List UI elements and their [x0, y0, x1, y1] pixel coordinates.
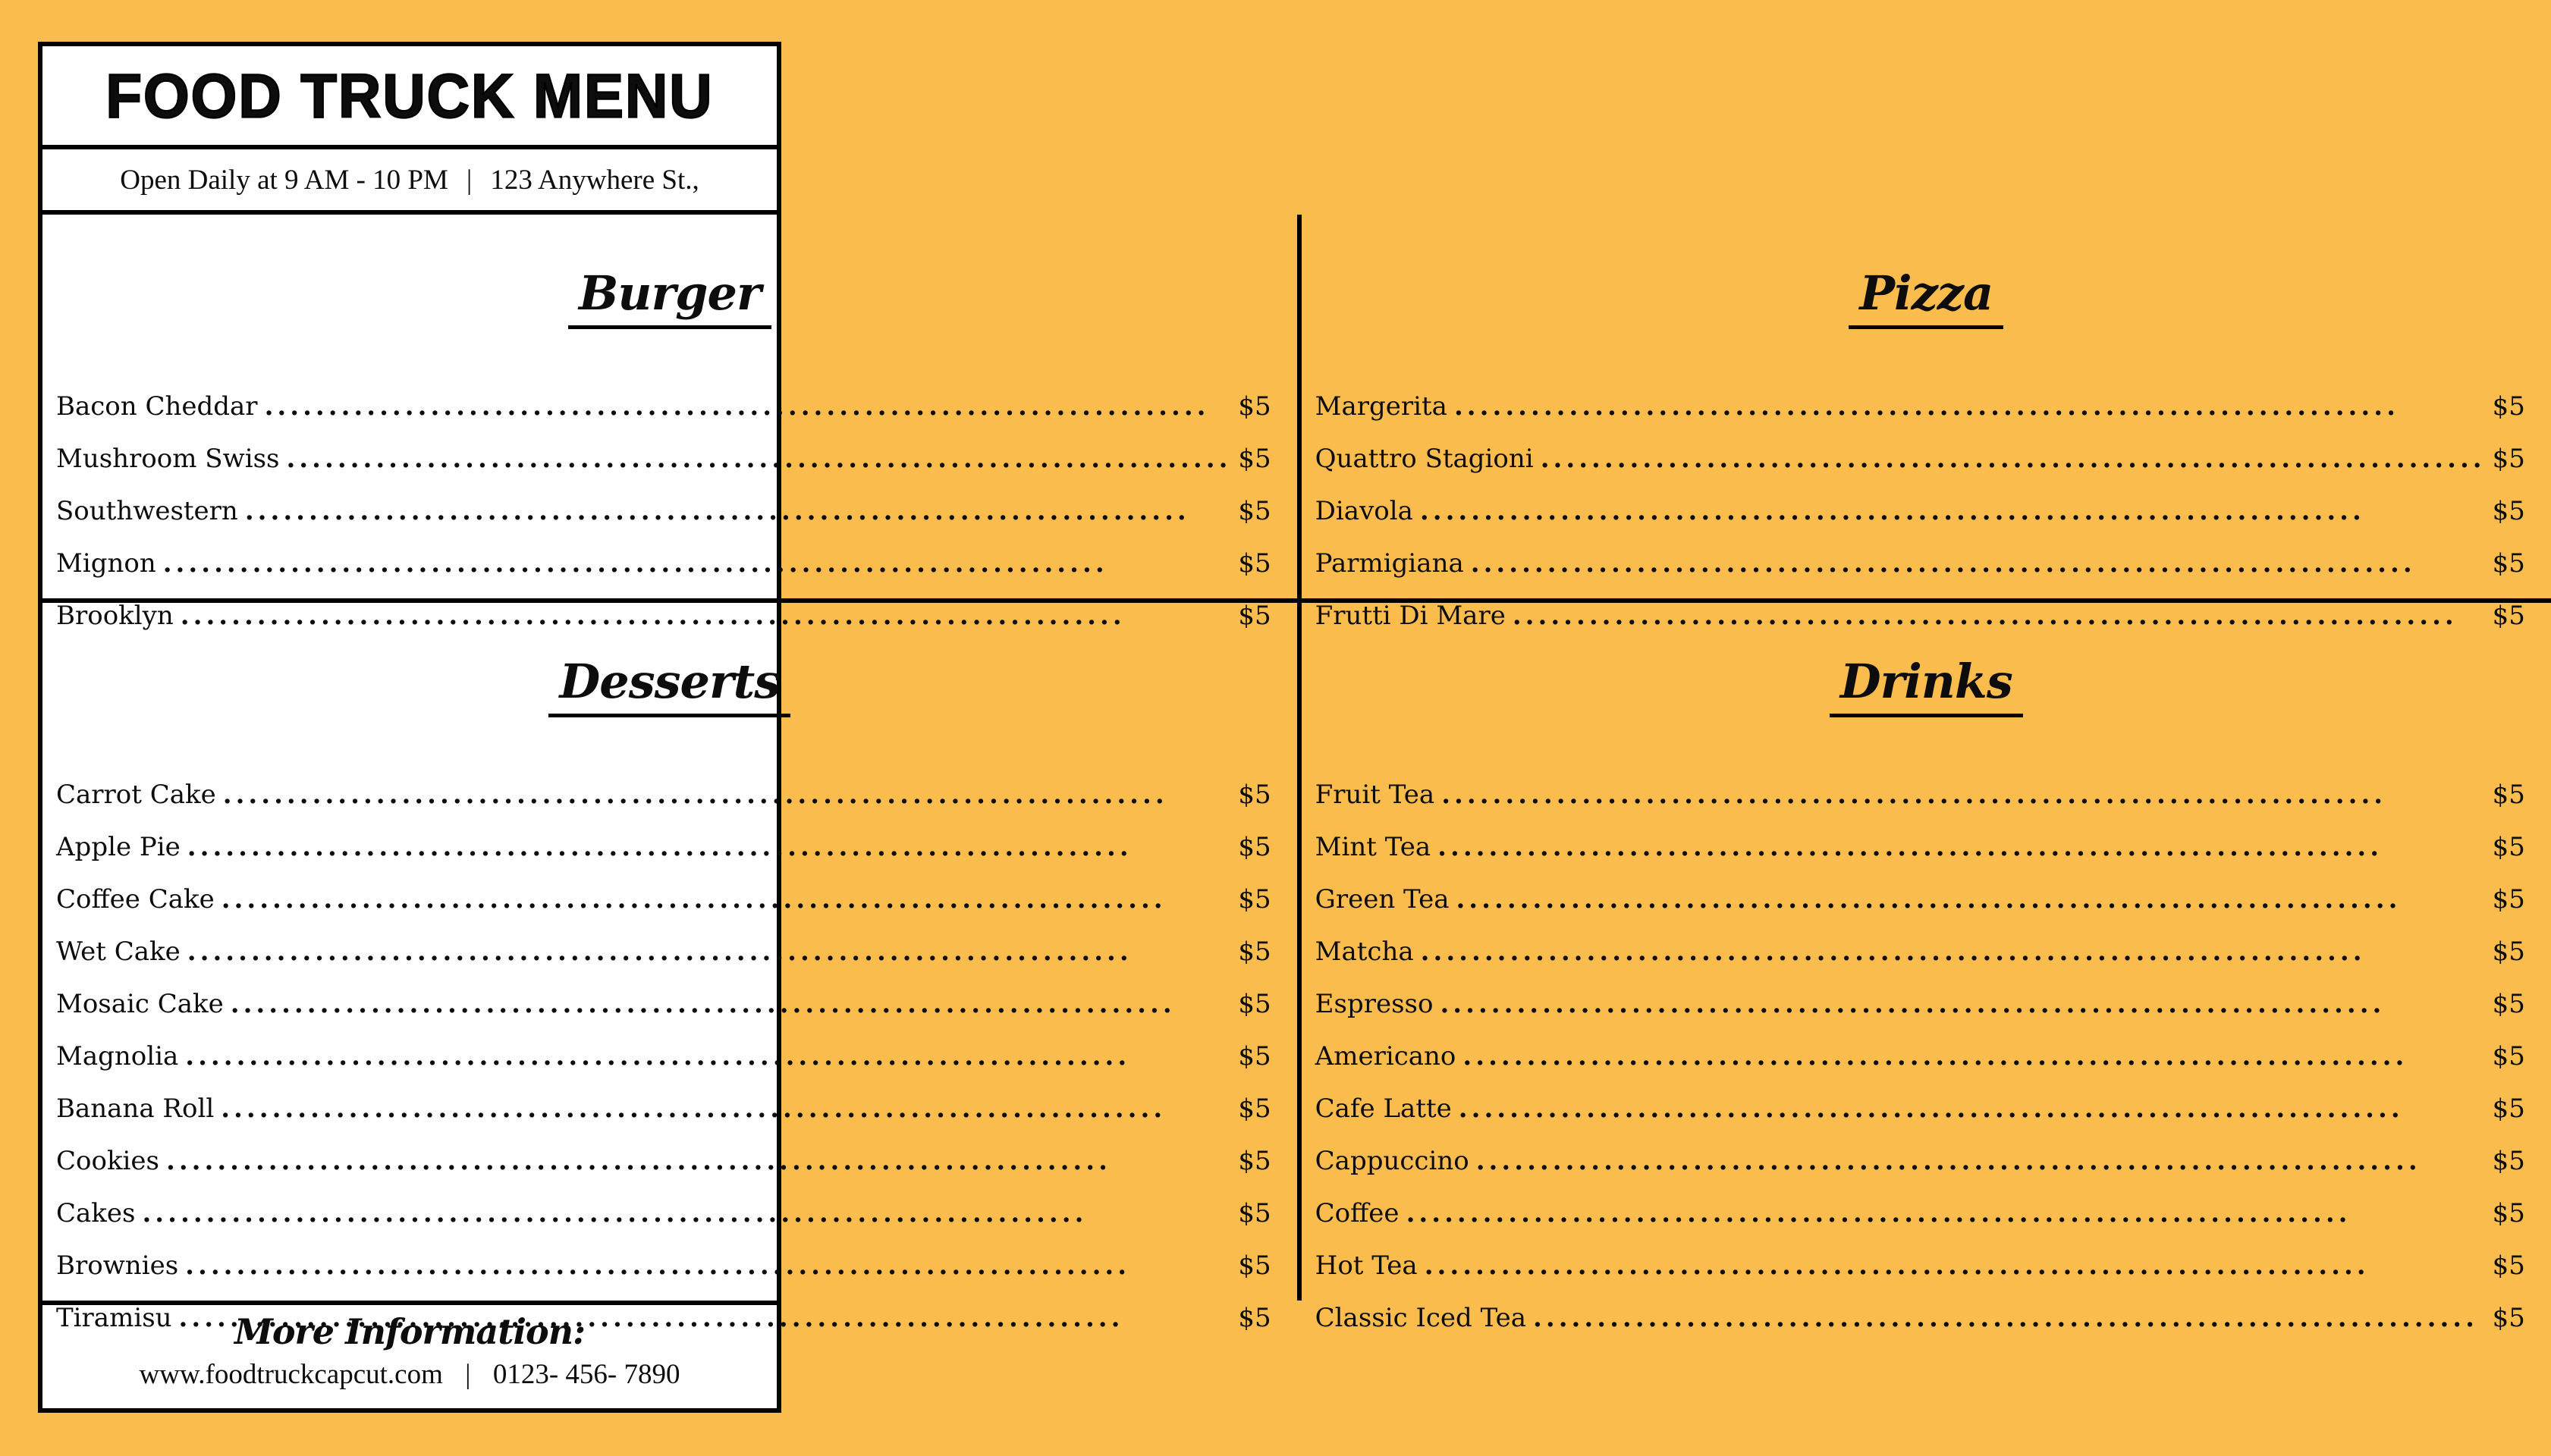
item-price: $5	[2492, 548, 2525, 579]
menu-item	[56, 780, 1271, 832]
dot-leader	[1456, 884, 2485, 915]
dot-leader	[1437, 832, 2485, 862]
footer-separator: |	[465, 1359, 471, 1390]
menu-item	[56, 1250, 1271, 1303]
dot-leader	[1425, 1250, 2486, 1281]
menu-item	[56, 1094, 1271, 1146]
item-price: $5	[1238, 1145, 1271, 1176]
section-heading: Pizza	[1849, 265, 2003, 329]
menu-item	[1315, 391, 2525, 444]
item-name: Brooklyn	[56, 600, 174, 631]
item-price: $5	[2492, 495, 2525, 526]
item-name: Bacon Cheddar	[56, 391, 258, 422]
title-row	[42, 46, 777, 149]
dot-leader	[1459, 1094, 2486, 1124]
item-name: Southwestern	[56, 495, 238, 526]
item-price: $5	[1238, 779, 1271, 810]
item-price: $5	[1238, 1250, 1271, 1281]
menu-item	[56, 391, 1271, 444]
dot-leader	[1420, 496, 2486, 526]
item-price: $5	[2492, 600, 2525, 631]
menu-item	[1315, 1094, 2525, 1146]
item-price: $5	[2492, 1302, 2525, 1333]
footer-heading: More Information:	[234, 1311, 586, 1352]
item-price: $5	[2492, 1145, 2525, 1176]
section-heading: Desserts	[548, 654, 790, 717]
dot-leader	[231, 989, 1232, 1019]
menu-item	[1315, 884, 2525, 937]
dot-leader	[1441, 780, 2485, 810]
dot-leader	[223, 780, 1232, 810]
section-drinks	[1302, 598, 2551, 1333]
item-name: Matcha	[1315, 936, 1414, 967]
dot-leader	[221, 1094, 1231, 1124]
section-heading-wrap	[42, 615, 1297, 757]
dot-leader	[142, 1198, 1231, 1228]
item-price: $5	[1238, 883, 1271, 915]
menu-item	[1315, 496, 2525, 548]
dot-leader	[1471, 548, 2486, 579]
footer-contact	[42, 1358, 777, 1391]
item-name: Margerita	[1315, 391, 1447, 422]
item-price: $5	[2492, 1250, 2525, 1281]
dot-leader	[245, 496, 1232, 526]
menu-item	[1315, 1303, 2525, 1355]
item-name: Cookies	[56, 1145, 159, 1176]
item-price: $5	[2492, 936, 2525, 967]
item-price: $5	[1238, 391, 1271, 422]
item-name: Parmigiana	[1315, 548, 1464, 579]
item-name: Wet Cake	[56, 936, 181, 967]
item-name: Frutti Di Mare	[1315, 600, 1506, 631]
item-price: $5	[2492, 779, 2525, 810]
item-name: Banana Roll	[56, 1093, 215, 1124]
item-price: $5	[2492, 443, 2525, 474]
item-price: $5	[1238, 1093, 1271, 1124]
item-price: $5	[1238, 831, 1271, 862]
item-name: Fruit Tea	[1315, 779, 1435, 810]
item-name: Diavola	[1315, 495, 1413, 526]
section-burger	[42, 215, 1302, 631]
menu-item	[56, 444, 1271, 496]
item-name: Mignon	[56, 548, 156, 579]
item-price: $5	[2492, 988, 2525, 1019]
menu-item	[56, 989, 1271, 1041]
dot-leader	[185, 1250, 1231, 1281]
item-price: $5	[2492, 883, 2525, 915]
section-heading-wrap	[42, 227, 1297, 369]
dot-leader	[221, 884, 1232, 915]
dot-leader	[1462, 1041, 2485, 1072]
dot-leader	[1440, 989, 2485, 1019]
phone-number: 0123- 456- 7890	[492, 1359, 680, 1390]
dot-leader	[166, 1146, 1231, 1176]
menu-item	[56, 937, 1271, 989]
page-title: FOOD TRUCK MENU	[105, 60, 714, 130]
item-price: $5	[1238, 600, 1271, 631]
address: 123 Anywhere St.,	[490, 164, 699, 196]
item-name: Classic Iced Tea	[1315, 1302, 1527, 1333]
dot-leader	[185, 1041, 1231, 1072]
item-price: $5	[1238, 1197, 1271, 1228]
dot-leader	[1406, 1198, 2486, 1228]
dot-leader	[286, 444, 1231, 474]
item-list	[42, 780, 1297, 1355]
item-name: Mint Tea	[1315, 831, 1431, 862]
section-pizza	[1302, 215, 2551, 631]
menu-item	[56, 832, 1271, 884]
menu-item	[1315, 937, 2525, 989]
item-price: $5	[1238, 495, 1271, 526]
item-name: Cakes	[56, 1197, 136, 1228]
item-price: $5	[2492, 391, 2525, 422]
footer	[42, 1301, 777, 1408]
section-heading-wrap	[1302, 227, 2551, 369]
item-price: $5	[1238, 1302, 1271, 1333]
website: www.foodtruckcapcut.com	[139, 1359, 443, 1390]
dot-leader	[1533, 1303, 2486, 1333]
item-name: Coffee	[1315, 1197, 1400, 1228]
menu-item	[1315, 989, 2525, 1041]
item-name: Magnolia	[56, 1040, 179, 1072]
item-name: Brownies	[56, 1250, 179, 1281]
dot-leader	[1541, 444, 2486, 474]
dot-leader	[187, 832, 1232, 862]
item-name: Coffee Cake	[56, 883, 215, 915]
section-heading: Burger	[568, 265, 771, 329]
menu-item	[56, 1198, 1271, 1250]
menu-item	[1315, 444, 2525, 496]
dot-leader	[187, 937, 1232, 967]
item-name: Hot Tea	[1315, 1250, 1418, 1281]
menu-item	[56, 1041, 1271, 1094]
menu-item	[1315, 832, 2525, 884]
item-name: Carrot Cake	[56, 779, 216, 810]
menu-item	[1315, 1250, 2525, 1303]
dot-leader	[265, 391, 1232, 422]
menu-item	[56, 884, 1271, 937]
item-name: Espresso	[1315, 988, 1434, 1019]
item-price: $5	[2492, 1040, 2525, 1072]
item-price: $5	[1238, 443, 1271, 474]
item-name: Tiramisu	[56, 1302, 172, 1333]
item-name: Quattro Stagioni	[1315, 443, 1534, 474]
menu-item	[56, 496, 1271, 548]
item-price: $5	[2492, 1197, 2525, 1228]
menu-item	[1315, 1146, 2525, 1198]
item-price: $5	[1238, 548, 1271, 579]
menu-item	[1315, 1198, 2525, 1250]
item-name: Mosaic Cake	[56, 988, 224, 1019]
item-price: $5	[2492, 1093, 2525, 1124]
menu-item	[56, 1146, 1271, 1198]
item-price: $5	[1238, 936, 1271, 967]
item-name: Green Tea	[1315, 883, 1450, 915]
opening-hours: Open Daily at 9 AM - 10 PM	[120, 164, 448, 196]
menu-card	[38, 42, 2525, 1413]
dot-leader	[1421, 937, 2486, 967]
item-name: Mushroom Swiss	[56, 443, 280, 474]
item-name: Americano	[1315, 1040, 1456, 1072]
item-list	[1302, 780, 2551, 1355]
item-name: Cafe Latte	[1315, 1093, 1452, 1124]
menu-item	[1315, 780, 2525, 832]
menu-item	[1315, 548, 2525, 601]
item-name: Cappuccino	[1315, 1145, 1469, 1176]
dot-leader	[1454, 391, 2486, 422]
subtitle-separator: |	[466, 164, 473, 196]
item-name: Apple Pie	[56, 831, 181, 862]
section-heading-wrap	[1302, 615, 2551, 757]
menu-item	[56, 548, 1271, 601]
item-price: $5	[1238, 1040, 1271, 1072]
dot-leader	[1476, 1146, 2486, 1176]
dot-leader	[163, 548, 1232, 579]
section-heading: Drinks	[1830, 654, 2023, 717]
menu-item	[1315, 1041, 2525, 1094]
item-price: $5	[2492, 831, 2525, 862]
item-price: $5	[1238, 988, 1271, 1019]
subtitle-row	[42, 149, 777, 215]
